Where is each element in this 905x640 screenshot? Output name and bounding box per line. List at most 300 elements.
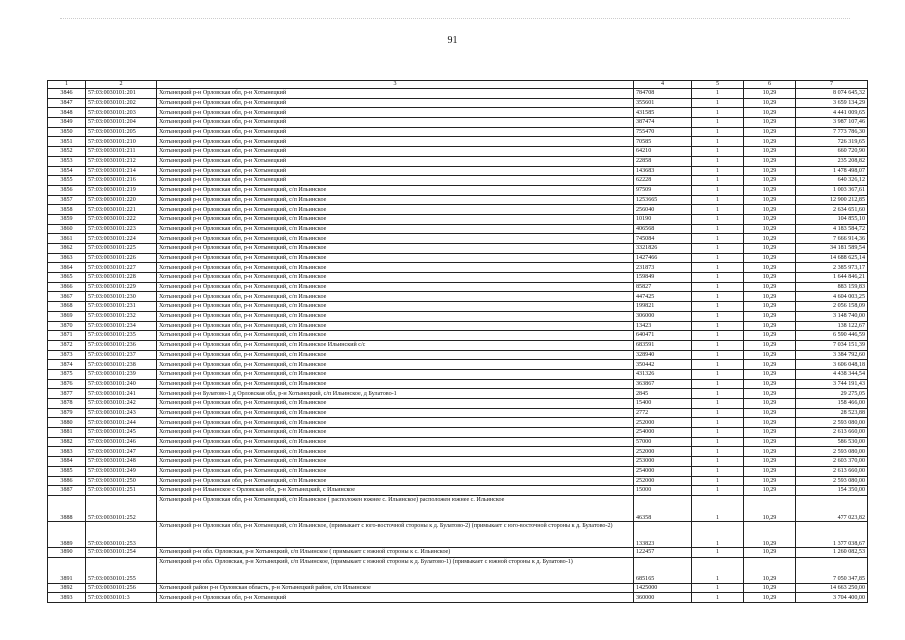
address: Хотынецкий р-н Орловская обл, р-н Хотынецкий, с/п Ильинское [157,244,634,254]
area: 133823 [634,521,692,547]
cadastral-number: 57:03:0030101:243 [86,408,157,418]
cadastral-number: 57:03:0030101:224 [86,234,157,244]
rate: 10,29 [744,389,796,399]
cadastral-number: 57:03:0030101:253 [86,521,157,547]
cadastral-value: 477 023,82 [796,495,868,521]
coefficient: 1 [692,253,744,263]
rate: 10,29 [744,176,796,186]
area: 15000 [634,486,692,496]
rate: 10,29 [744,234,796,244]
address: Хотынецкий р-н Орловская обл, р-н Хотынецкий, с/п Ильинское [157,224,634,234]
rate: 10,29 [744,557,796,583]
table-row [48,428,868,438]
coefficient: 1 [692,521,744,547]
cadastral-number: 57:03:0030101:227 [86,263,157,273]
cadastral-number: 57:03:0030101:237 [86,350,157,360]
table-row [48,147,868,157]
table-row [48,437,868,447]
table-row [48,340,868,350]
area: 231873 [634,263,692,273]
col-header: 6 [744,81,796,89]
scan-edge [60,18,850,20]
cadastral-value: 1 260 082,53 [796,547,868,557]
cadastral-value: 8 074 645,32 [796,89,868,99]
coefficient: 1 [692,547,744,557]
col-header: 4 [634,81,692,89]
area: 64210 [634,147,692,157]
coefficient: 1 [692,369,744,379]
area: 256040 [634,205,692,215]
cadastral-value: 4 183 584,72 [796,224,868,234]
cadastral-number: 57:03:0030101:247 [86,447,157,457]
coefficient: 1 [692,466,744,476]
area: 3321826 [634,244,692,254]
cadastral-value: 3 606 048,18 [796,360,868,370]
coefficient: 1 [692,118,744,128]
coefficient: 1 [692,437,744,447]
address: Хотынецкий р-н Орловская обл, р-н Хотынецкий [157,176,634,186]
table-row [48,369,868,379]
cadastral-number: 57:03:0030101:244 [86,418,157,428]
row-number: 3859 [48,214,86,224]
table-row [48,418,868,428]
row-number: 3847 [48,98,86,108]
cadastral-value: 2 603 370,00 [796,457,868,467]
coefficient: 1 [692,214,744,224]
cadastral-value: 6 590 446,59 [796,331,868,341]
row-number: 3867 [48,292,86,302]
rate: 10,29 [744,331,796,341]
table-row [48,137,868,147]
coefficient: 1 [692,457,744,467]
cadastral-value: 4 438 344,54 [796,369,868,379]
coefficient: 1 [692,176,744,186]
table-row [48,234,868,244]
row-number: 3882 [48,437,86,447]
rate: 10,29 [744,263,796,273]
table-row [48,224,868,234]
address: Хотынецкий р-н Орловская обл, р-н Хотынецкий, с/п Ильинское [157,437,634,447]
coefficient: 1 [692,147,744,157]
area: 306000 [634,311,692,321]
cadastral-value: 586 530,00 [796,437,868,447]
area: 13423 [634,321,692,331]
table-row [48,108,868,118]
rate: 10,29 [744,428,796,438]
cadastral-number: 57:03:0030101:248 [86,457,157,467]
table-row [48,98,868,108]
cadastral-value: 2 593 080,00 [796,418,868,428]
rate: 10,29 [744,195,796,205]
row-number: 3860 [48,224,86,234]
rate: 10,29 [744,244,796,254]
coefficient: 1 [692,399,744,409]
area: 252000 [634,476,692,486]
col-header: 7 [796,81,868,89]
coefficient: 1 [692,495,744,521]
row-number: 3876 [48,379,86,389]
coefficient: 1 [692,350,744,360]
row-number: 3864 [48,263,86,273]
cadastral-value: 2 593 080,00 [796,447,868,457]
row-number: 3857 [48,195,86,205]
cadastral-value: 154 350,00 [796,486,868,496]
coefficient: 1 [692,360,744,370]
cadastral-value: 2 634 651,60 [796,205,868,215]
coefficient: 1 [692,486,744,496]
address: Хотынецкий р-н Орловская обл, р-н Хотынецкий, с/п Ильинское [157,302,634,312]
address: Хотынецкий р-н Орловская обл, р-н Хотынецкий, с/п Ильинское [157,311,634,321]
area: 406568 [634,224,692,234]
cadastral-number: 57:03:0030101:219 [86,185,157,195]
coefficient: 1 [692,127,744,137]
cadastral-number: 57:03:0030101:225 [86,244,157,254]
coefficient: 1 [692,302,744,312]
coefficient: 1 [692,418,744,428]
coefficient: 1 [692,340,744,350]
rate: 10,29 [744,127,796,137]
address: Хотынецкий р-н Орловская обл, р-н Хотынецкий [157,166,634,176]
col-header: 1 [48,81,86,89]
address: Хотынецкий р-н Орловская обл, р-н Хотынецкий [157,89,634,99]
cadastral-number: 57:03:0030101:204 [86,118,157,128]
coefficient: 1 [692,593,744,603]
col-header: 3 [157,81,634,89]
address: Хотынецкий р-н Орловская обл, р-н Хотынецкий [157,118,634,128]
table-row [48,127,868,137]
area: 363867 [634,379,692,389]
table-row [48,292,868,302]
rate: 10,29 [744,379,796,389]
table-row [48,118,868,128]
table-row [48,495,868,521]
coefficient: 1 [692,263,744,273]
row-number: 3849 [48,118,86,128]
area: 2845 [634,389,692,399]
row-number: 3885 [48,466,86,476]
row-number: 3853 [48,156,86,166]
address: Хотынецкий р-н Орловская обл, р-н Хотынецкий, с/п Ильинское [157,292,634,302]
cadastral-number: 57:03:0030101:246 [86,437,157,447]
area: 57000 [634,437,692,447]
address: Хотынецкий р-н Орловская обл, р-н Хотынецкий, с/п Ильинское [157,185,634,195]
cadastral-value: 2 385 973,17 [796,263,868,273]
area: 199821 [634,302,692,312]
cadastral-number: 57:03:0030101:252 [86,495,157,521]
area: 355601 [634,98,692,108]
rate: 10,29 [744,321,796,331]
address: Хотынецкий р-н Орловская обл, р-н Хотынецкий, с/п Ильинское [157,379,634,389]
cadastral-value: 2 056 158,09 [796,302,868,312]
table-row [48,521,868,547]
cadastral-value: 1 644 846,21 [796,273,868,283]
area: 387474 [634,118,692,128]
table-row [48,244,868,254]
page-number: 91 [447,35,458,46]
cadastral-value: 7 666 914,36 [796,234,868,244]
cadastral-number: 57:03:0030101:216 [86,176,157,186]
address: Хотынецкий р-н Орловская обл, р-н Хотынецкий [157,98,634,108]
area: 62228 [634,176,692,186]
col-header: 5 [692,81,744,89]
rate: 10,29 [744,89,796,99]
cadastral-number: 57:03:0030101:250 [86,476,157,486]
address: Хотынецкий р-н Орловская обл, р-н Хотынецкий, с/п Ильинское [157,476,634,486]
area: 360000 [634,593,692,603]
rate: 10,29 [744,282,796,292]
rate: 10,29 [744,399,796,409]
table-row [48,557,868,583]
row-number: 3883 [48,447,86,457]
area: 252000 [634,418,692,428]
area: 350442 [634,360,692,370]
cadastral-number: 57:03:0030101:211 [86,147,157,157]
cadastral-value: 1 377 038,67 [796,521,868,547]
row-number: 3850 [48,127,86,137]
coefficient: 1 [692,331,744,341]
cadastral-value: 3 384 792,60 [796,350,868,360]
rate: 10,29 [744,466,796,476]
col-header: 2 [86,81,157,89]
area: 10190 [634,214,692,224]
table-row [48,195,868,205]
table-row [48,583,868,593]
table-row [48,379,868,389]
cadastral-number: 57:03:0030101:202 [86,98,157,108]
coefficient: 1 [692,408,744,418]
coefficient: 1 [692,224,744,234]
cadastral-number: 57:03:0030101:3 [86,593,157,603]
cadastral-value: 104 855,10 [796,214,868,224]
address: Хотынецкий р-н Орловская обл, р-н Хотынецкий, с/п Ильинское [157,234,634,244]
row-number: 3891 [48,557,86,583]
cadastral-value: 3 659 134,29 [796,98,868,108]
row-number: 3856 [48,185,86,195]
row-number: 3879 [48,408,86,418]
table-row [48,166,868,176]
rate: 10,29 [744,302,796,312]
area: 2772 [634,408,692,418]
coefficient: 1 [692,98,744,108]
row-number: 3851 [48,137,86,147]
row-number: 3886 [48,476,86,486]
cadastral-value: 3 987 107,46 [796,118,868,128]
row-number: 3863 [48,253,86,263]
row-number: 3869 [48,311,86,321]
address: Хотынецкий р-н Орловская обл, р-н Хотынецкий, с/п Ильинское [157,253,634,263]
area: 143683 [634,166,692,176]
cadastral-value: 14 688 625,14 [796,253,868,263]
address: Хотынецкий р-н Орловская обл, р-н Хотынецкий, с/п Ильинское [157,360,634,370]
area: 1253665 [634,195,692,205]
rate: 10,29 [744,253,796,263]
cadastral-value: 4 441 009,65 [796,108,868,118]
row-number: 3890 [48,547,86,557]
table-row [48,360,868,370]
coefficient: 1 [692,557,744,583]
cadastral-value: 640 326,12 [796,176,868,186]
table-row [48,389,868,399]
rate: 10,29 [744,457,796,467]
cadastral-number: 57:03:0030101:231 [86,302,157,312]
rate: 10,29 [744,98,796,108]
cadastral-number: 57:03:0030101:232 [86,311,157,321]
cadastral-value: 2 593 080,00 [796,476,868,486]
row-number: 3881 [48,428,86,438]
area: 97509 [634,185,692,195]
rate: 10,29 [744,224,796,234]
rate: 10,29 [744,147,796,157]
coefficient: 1 [692,185,744,195]
rate: 10,29 [744,350,796,360]
row-number: 3852 [48,147,86,157]
cadastral-value: 3 704 400,00 [796,593,868,603]
cadastral-number: 57:03:0030101:235 [86,331,157,341]
rate: 10,29 [744,369,796,379]
table-row [48,466,868,476]
table-row [48,273,868,283]
row-number: 3866 [48,282,86,292]
table-row [48,476,868,486]
cadastral-value: 3 744 191,43 [796,379,868,389]
area: 46358 [634,495,692,521]
row-number: 3854 [48,166,86,176]
table-row [48,253,868,263]
cadastral-value: 3 148 740,00 [796,311,868,321]
cadastral-number: 57:03:0030101:212 [86,156,157,166]
address: Хотынецкий р-н Орловская обл, р-н Хотынецкий, с/п Ильинское [157,466,634,476]
cadastral-number: 57:03:0030101:210 [86,137,157,147]
row-number: 3862 [48,244,86,254]
cadastral-number: 57:03:0030101:256 [86,583,157,593]
address: Хотынецкий р-н Орловская обл, р-н Хотынецкий [157,137,634,147]
area: 122457 [634,547,692,557]
coefficient: 1 [692,321,744,331]
row-number: 3888 [48,495,86,521]
address: Хотынецкий р-н Орловская обл, р-н Хотынецкий, с/п Ильинское ( расположен южнее с. Ильинское) расположен южнее с. Ильинское [157,495,634,521]
table-row [48,185,868,195]
cadastral-number: 57:03:0030101:236 [86,340,157,350]
address: Хотынецкий р-н Орловская обл, р-н Хотынецкий, с/п Ильинское [157,195,634,205]
row-number: 3874 [48,360,86,370]
coefficient: 1 [692,389,744,399]
table-row [48,302,868,312]
table-row [48,176,868,186]
address: Хотынецкий р-н обл. Орловская, р-н Хотынецкий, с/п Ильинское ( примыкает с южной стороны к с. Ильинское) [157,547,634,557]
address: Хотынецкий р-н Орловская обл, р-н Хотынецкий, с/п Ильинское [157,457,634,467]
address: Хотынецкий р-н Орловская обл, р-н Хотынецкий [157,108,634,118]
row-number: 3872 [48,340,86,350]
row-number: 3861 [48,234,86,244]
address: Хотынецкий район р-н Орловская область, р-н Хотынецкий район, с/п Ильинское [157,583,634,593]
rate: 10,29 [744,137,796,147]
address: Хотынецкий р-н Орловская обл, р-н Хотынецкий, с/п Ильинское [157,273,634,283]
coefficient: 1 [692,273,744,283]
cadastral-value: 138 122,67 [796,321,868,331]
address: Хотынецкий р-н Ильинское с Орловская обл, р-н Хотынецкий, с Ильинское [157,486,634,496]
coefficient: 1 [692,447,744,457]
area: 447425 [634,292,692,302]
cadastral-value: 883 159,83 [796,282,868,292]
cadastral-number: 57:03:0030101:242 [86,399,157,409]
cadastral-value: 2 613 660,00 [796,466,868,476]
cadastral-number: 57:03:0030101:230 [86,292,157,302]
address: Хотынецкий р-н Орловская обл, р-н Хотынецкий, с/п Ильинское [157,321,634,331]
rate: 10,29 [744,166,796,176]
row-number: 3892 [48,583,86,593]
address: Хотынецкий р-н Орловская обл, р-н Хотынецкий, с/п Ильинское [157,331,634,341]
table-row [48,156,868,166]
address: Хотынецкий р-н Булатово-1 д Орловская обл, р-н Хотынецкий, с/п Ильинское, д Булатово-1 [157,389,634,399]
address: Хотынецкий р-н Орловская обл, р-н Хотынецкий, с/п Ильинское Ильинский с/с [157,340,634,350]
row-number: 3893 [48,593,86,603]
address: Хотынецкий р-н Орловская обл, р-н Хотынецкий, с/п Ильинское [157,399,634,409]
row-number: 3855 [48,176,86,186]
coefficient: 1 [692,292,744,302]
area: 252000 [634,447,692,457]
coefficient: 1 [692,234,744,244]
row-number: 3873 [48,350,86,360]
table-row [48,331,868,341]
area: 431585 [634,108,692,118]
table-row [48,350,868,360]
area: 745084 [634,234,692,244]
table-row [48,205,868,215]
cadastral-value: 1 478 498,07 [796,166,868,176]
cadastral-number: 57:03:0030101:251 [86,486,157,496]
cadastral-number: 57:03:0030101:205 [86,127,157,137]
cadastral-number: 57:03:0030101:238 [86,360,157,370]
address: Хотынецкий р-н Орловская обл, р-н Хотынецкий, с/п Ильинское [157,369,634,379]
coefficient: 1 [692,282,744,292]
rate: 10,29 [744,486,796,496]
area: 22858 [634,156,692,166]
address: Хотынецкий р-н Орловская обл, р-н Хотынецкий, с/п Ильинское [157,214,634,224]
area: 85827 [634,282,692,292]
address: Хотынецкий р-н обл. Орловская, р-н Хотынецкий, с/п Ильинское, (примыкает с южной стороны к д. Булатово-1) (примыкает с южной стороны к д. Булатово-1) [157,557,634,583]
cadastral-value: 12 900 212,85 [796,195,868,205]
rate: 10,29 [744,360,796,370]
area: 15400 [634,399,692,409]
address: Хотынецкий р-н Орловская обл, р-н Хотынецкий, с/п Ильинское [157,350,634,360]
cadastral-number: 57:03:0030101:226 [86,253,157,263]
rate: 10,29 [744,593,796,603]
address: Хотынецкий р-н Орловская обл, р-н Хотынецкий, с/п Ильинское [157,282,634,292]
area: 640471 [634,331,692,341]
coefficient: 1 [692,166,744,176]
row-number: 3884 [48,457,86,467]
cadastral-number: 57:03:0030101:255 [86,557,157,583]
cadastral-number: 57:03:0030101:228 [86,273,157,283]
table-row [48,311,868,321]
rate: 10,29 [744,311,796,321]
cadastral-number: 57:03:0030101:222 [86,214,157,224]
rate: 10,29 [744,547,796,557]
area: 683591 [634,340,692,350]
rate: 10,29 [744,118,796,128]
rate: 10,29 [744,495,796,521]
row-number: 3889 [48,521,86,547]
area: 254000 [634,428,692,438]
area: 431326 [634,369,692,379]
coefficient: 1 [692,89,744,99]
cadastral-value: 28 523,88 [796,408,868,418]
address: Хотынецкий р-н Орловская обл, р-н Хотынецкий, с/п Ильинское [157,205,634,215]
rate: 10,29 [744,583,796,593]
address: Хотынецкий р-н Орловская обл, р-н Хотынецкий, с/п Ильинское, (примыкает с юго-восточной стороны к д. Булатово-2) (примыкает с юго-восточной стороны к д. Булатово-2) [157,521,634,547]
rate: 10,29 [744,521,796,547]
coefficient: 1 [692,379,744,389]
